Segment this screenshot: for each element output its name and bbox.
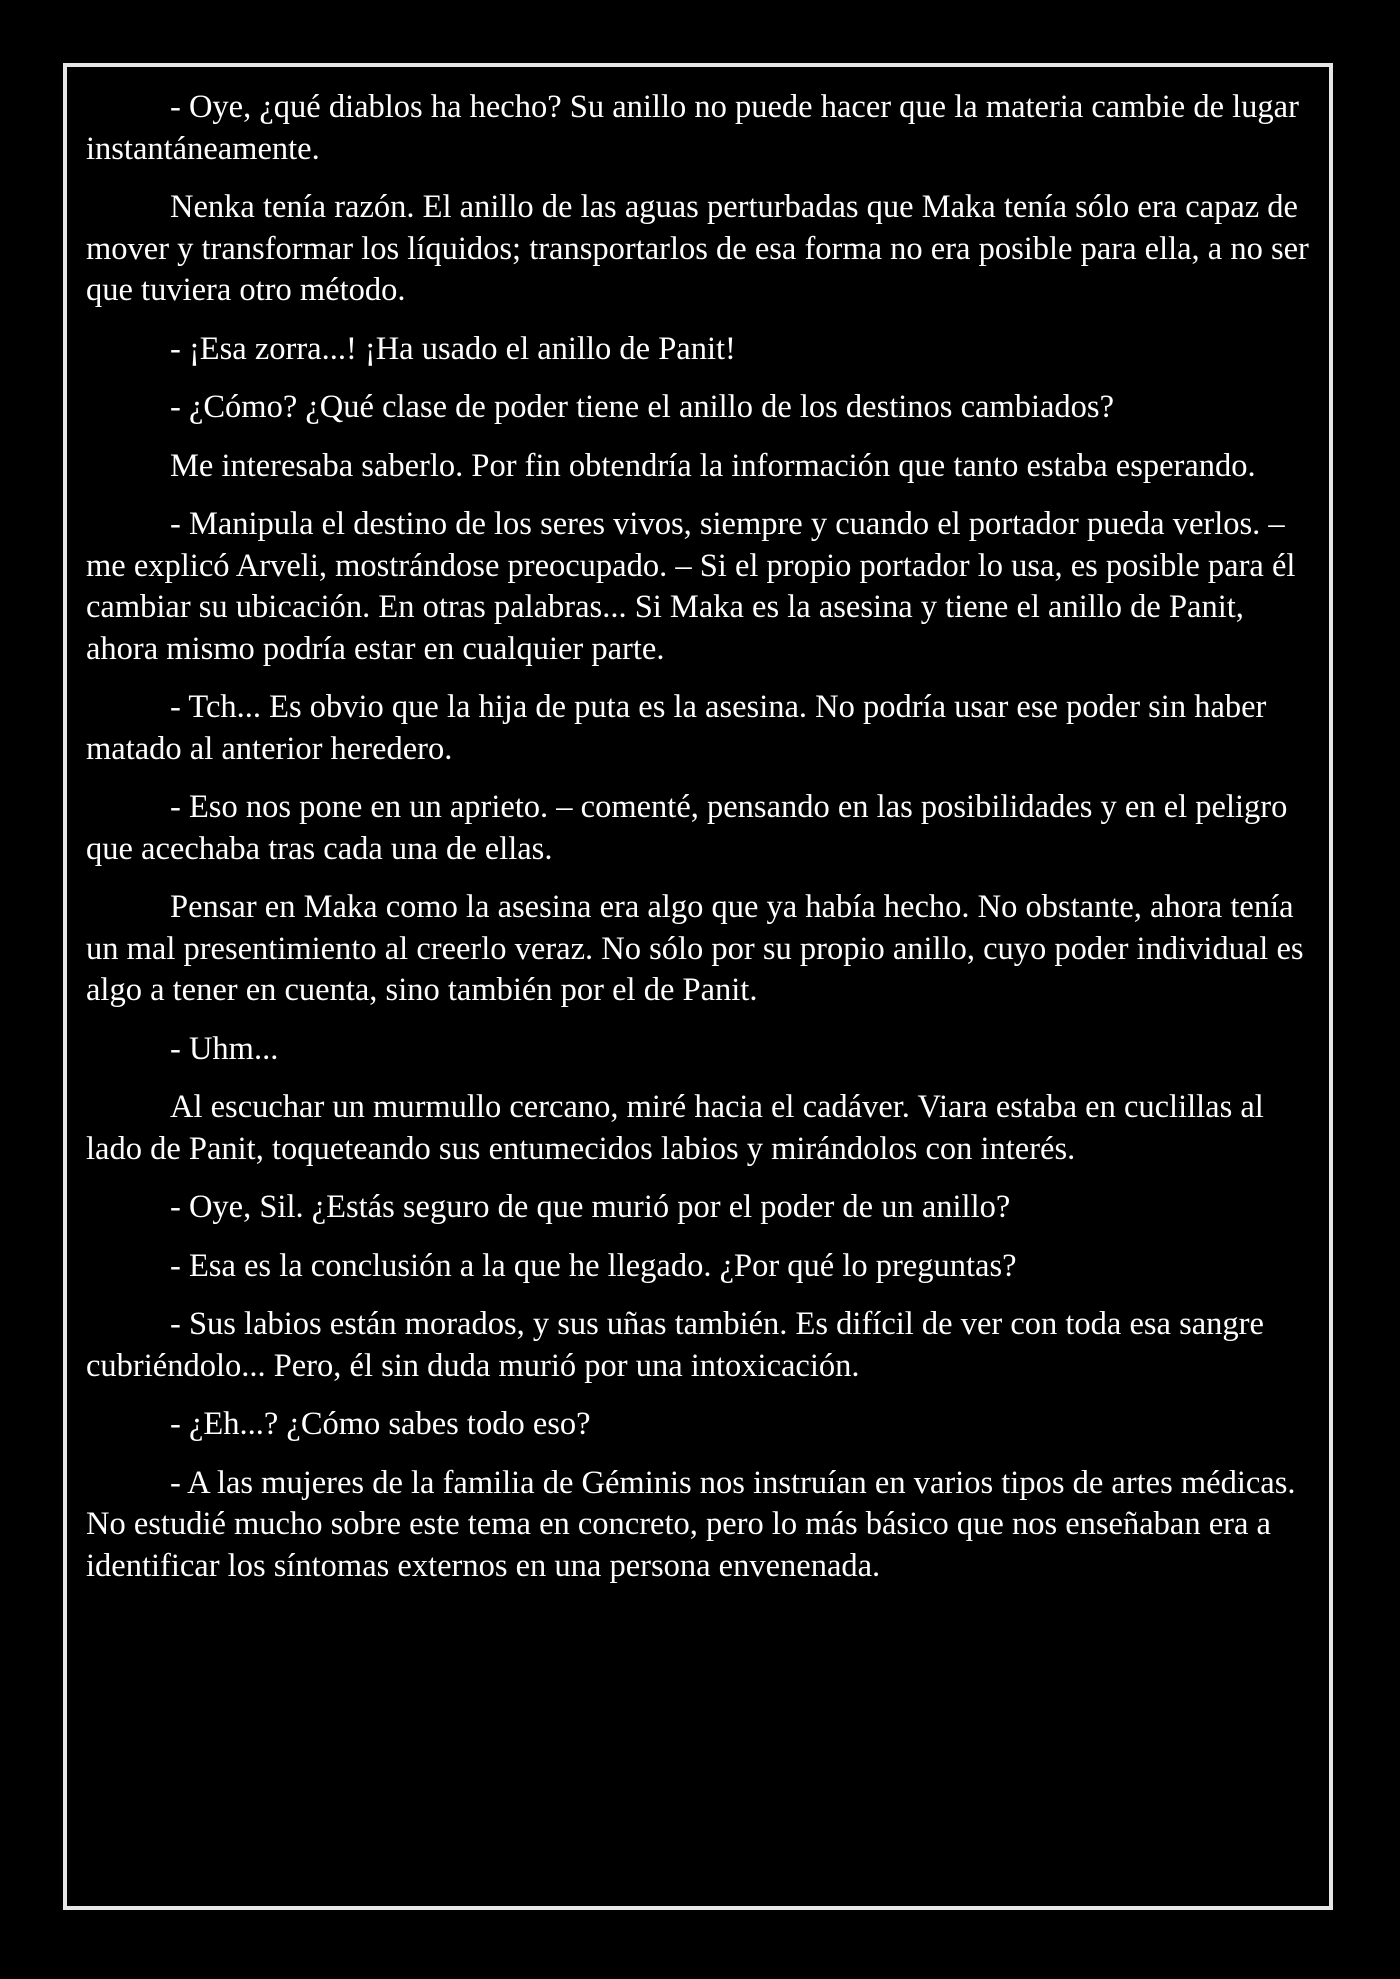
paragraph: - Tch... Es obvio que la hija de puta es la asesina. No podría usar ese poder sin haber matado al anterior heredero.: [86, 689, 1267, 767]
paragraph: - Oye, ¿qué diablos ha hecho? Su anillo no puede hacer que la materia cambie de lugar instantáneamente.: [86, 89, 1299, 167]
paragraph: - ¡Esa zorra...! ¡Ha usado el anillo de Panit!: [170, 330, 736, 367]
paragraph: Me interesaba saberlo. Por fin obtendría la información que tanto estaba esperando.: [170, 447, 1256, 484]
paragraph: - ¿Eh...? ¿Cómo sabes todo eso?: [170, 1406, 591, 1442]
paragraph: Pensar en Maka como la asesina era algo que ya había hecho. No obstante, ahora tenía un mal presentimiento al creerlo veraz. No sólo por su propio anillo, cuyo poder individual es algo a tener en cuenta, sino también por el de Panit.: [86, 889, 1304, 1008]
paragraph: - Sus labios están morados, y sus uñas también. Es difícil de ver con toda esa sangre cubriéndolo... Pero, él sin duda murió por una intoxicación.: [86, 1306, 1264, 1384]
paragraph: - A las mujeres de la familia de Géminis nos instruían en varios tipos de artes médicas. No estudié mucho sobre este tema en concreto, pero lo más básico que nos enseñaban era a identificar los síntomas externos en una persona envenenada.: [86, 1464, 1296, 1584]
paragraph: - Esa es la conclusión a la que he llegado. ¿Por qué lo preguntas?: [170, 1247, 1017, 1284]
paragraph: Nenka tenía razón. El anillo de las aguas perturbadas que Maka tenía sólo era capaz de mover y transformar los líquidos; transportarlos de esa forma no era posible para ella, a no ser que tuviera otro método.: [86, 189, 1309, 308]
paragraph: - Eso nos pone en un aprieto. – comenté, pensando en las posibilidades y en el peligro que acechaba tras cada una de ellas.: [86, 789, 1288, 867]
text-body: [86, 87, 1316, 1604]
paragraph: - ¿Cómo? ¿Qué clase de poder tiene el anillo de los destinos cambiados?: [170, 389, 1114, 425]
paragraph: Al escuchar un murmullo cercano, miré hacia el cadáver. Viara estaba en cuclillas al lado de Panit, toqueteando sus entumecidos labios y mirándolos con interés.: [86, 1089, 1264, 1167]
paragraph: - Manipula el destino de los seres vivos, siempre y cuando el portador pueda verlos. – me explicó Arveli, mostrándose preocupado. – Si el propio portador lo usa, es posible para él cambiar su ubicación. En otras palabras... Si Maka es la asesina y tiene el anillo de Panit, ahora mismo podría estar en cualquier parte.: [86, 506, 1296, 667]
paragraph: - Oye, Sil. ¿Estás seguro de que murió por el poder de un anillo?: [170, 1189, 1011, 1225]
page-frame: [63, 63, 1333, 1910]
paragraph: - Uhm...: [170, 1030, 279, 1067]
